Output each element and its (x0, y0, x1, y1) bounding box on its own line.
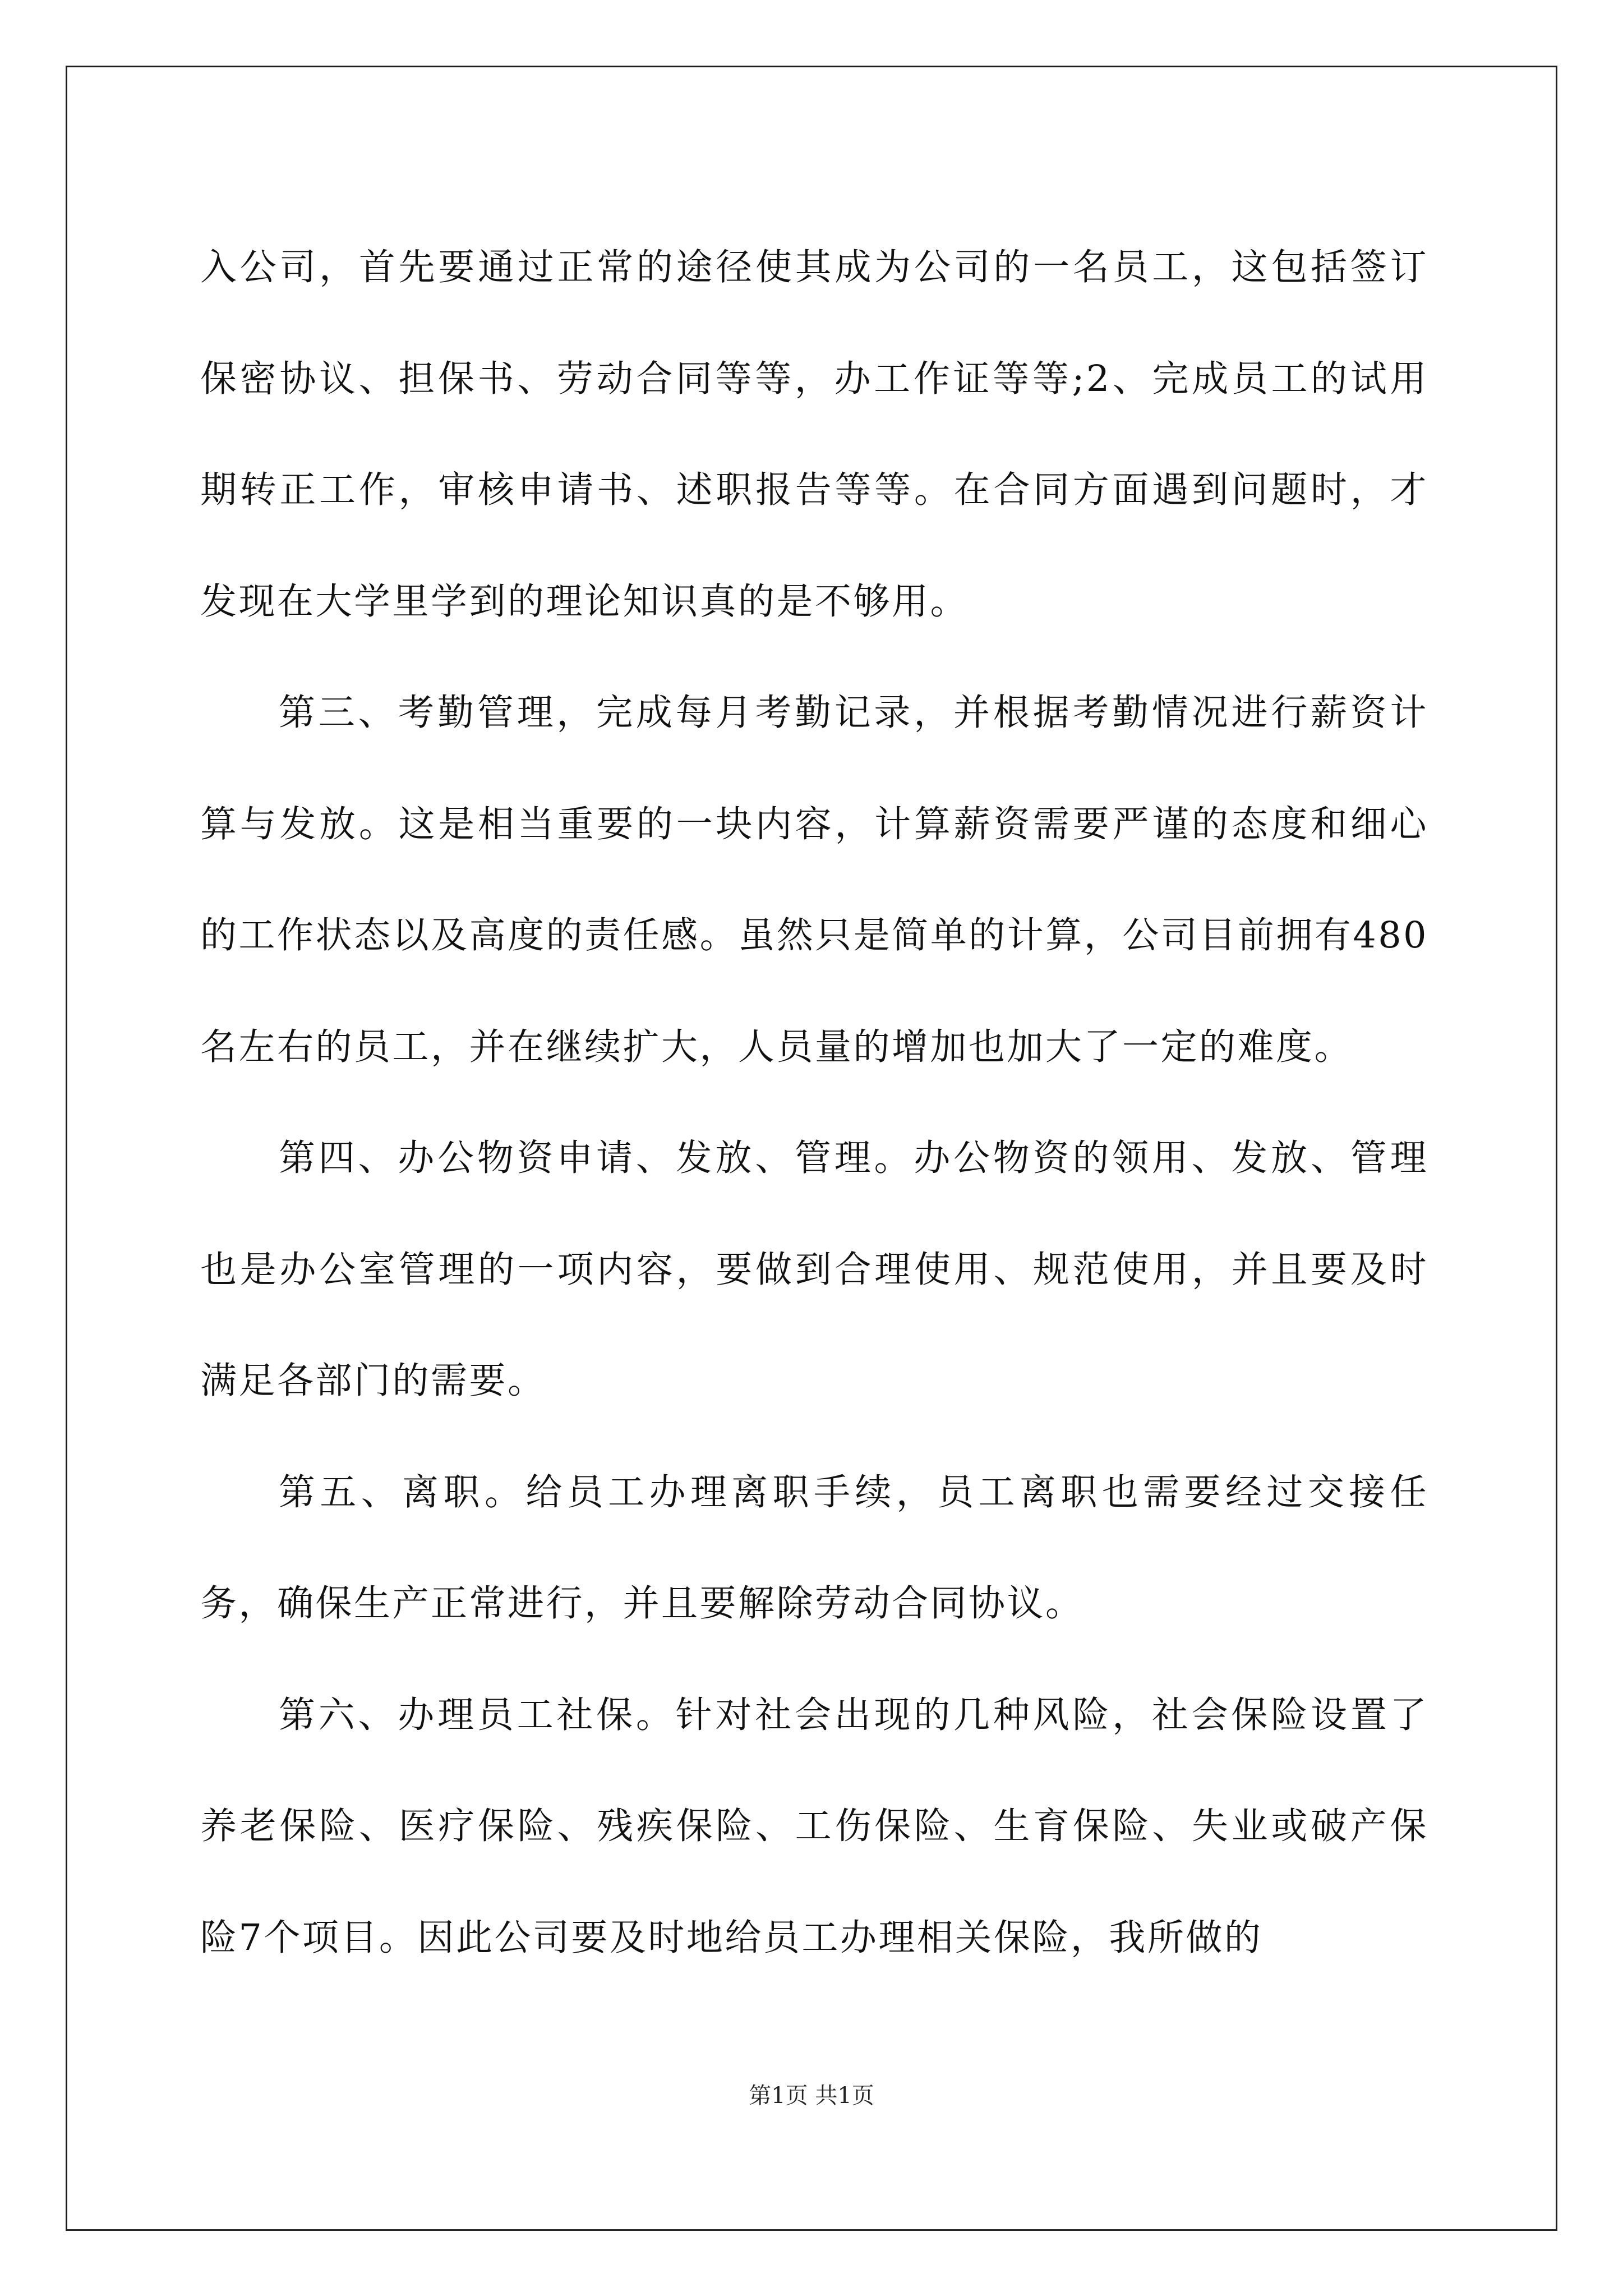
paragraph-social-insurance: 第六、办理员工社保。针对社会出现的几种风险，社会保险设置了养老保险、医疗保险、残疾保险、工伤保险、生育保险、失业或破产保险7个项目。因此公司要及时地给员工办理相关保险，我所做的 (200, 1694, 1428, 1959)
page-number-footer: 第1页 共1页 (749, 2083, 874, 2109)
paragraph-continuation: 入公司，首先要通过正常的途径使其成为公司的一名员工，这包括签订保密协议、担保书、劳动合同等等，办工作证等等;2、完成员工的试用期转正工作，审核申请书、述职报告等等。在合同方面遇到问题时，才发现在大学里学到的理论知识真的是不够用。 (200, 246, 1428, 623)
paragraph-resignation: 第五、离职。给员工办理离职手续，员工离职也需要经过交接任务，确保生产正常进行，并且要解除劳动合同协议。 (200, 1471, 1428, 1625)
paragraph-attendance: 第三、考勤管理，完成每月考勤记录，并根据考勤情况进行薪资计算与发放。这是相当重要的一块内容，计算薪资需要严谨的态度和细心的工作状态以及高度的责任感。虽然只是简单的计算，公司目前拥有480名左右的员工，并在继续扩大，人员量的增加也加大了一定的难度。 (200, 692, 1428, 1068)
paragraph-office-supplies: 第四、办公物资申请、发放、管理。办公物资的领用、发放、管理也是办公室管理的一项内容，要做到合理使用、规范使用，并且要及时满足各部门的需要。 (200, 1137, 1428, 1402)
document-body (200, 212, 1428, 1994)
